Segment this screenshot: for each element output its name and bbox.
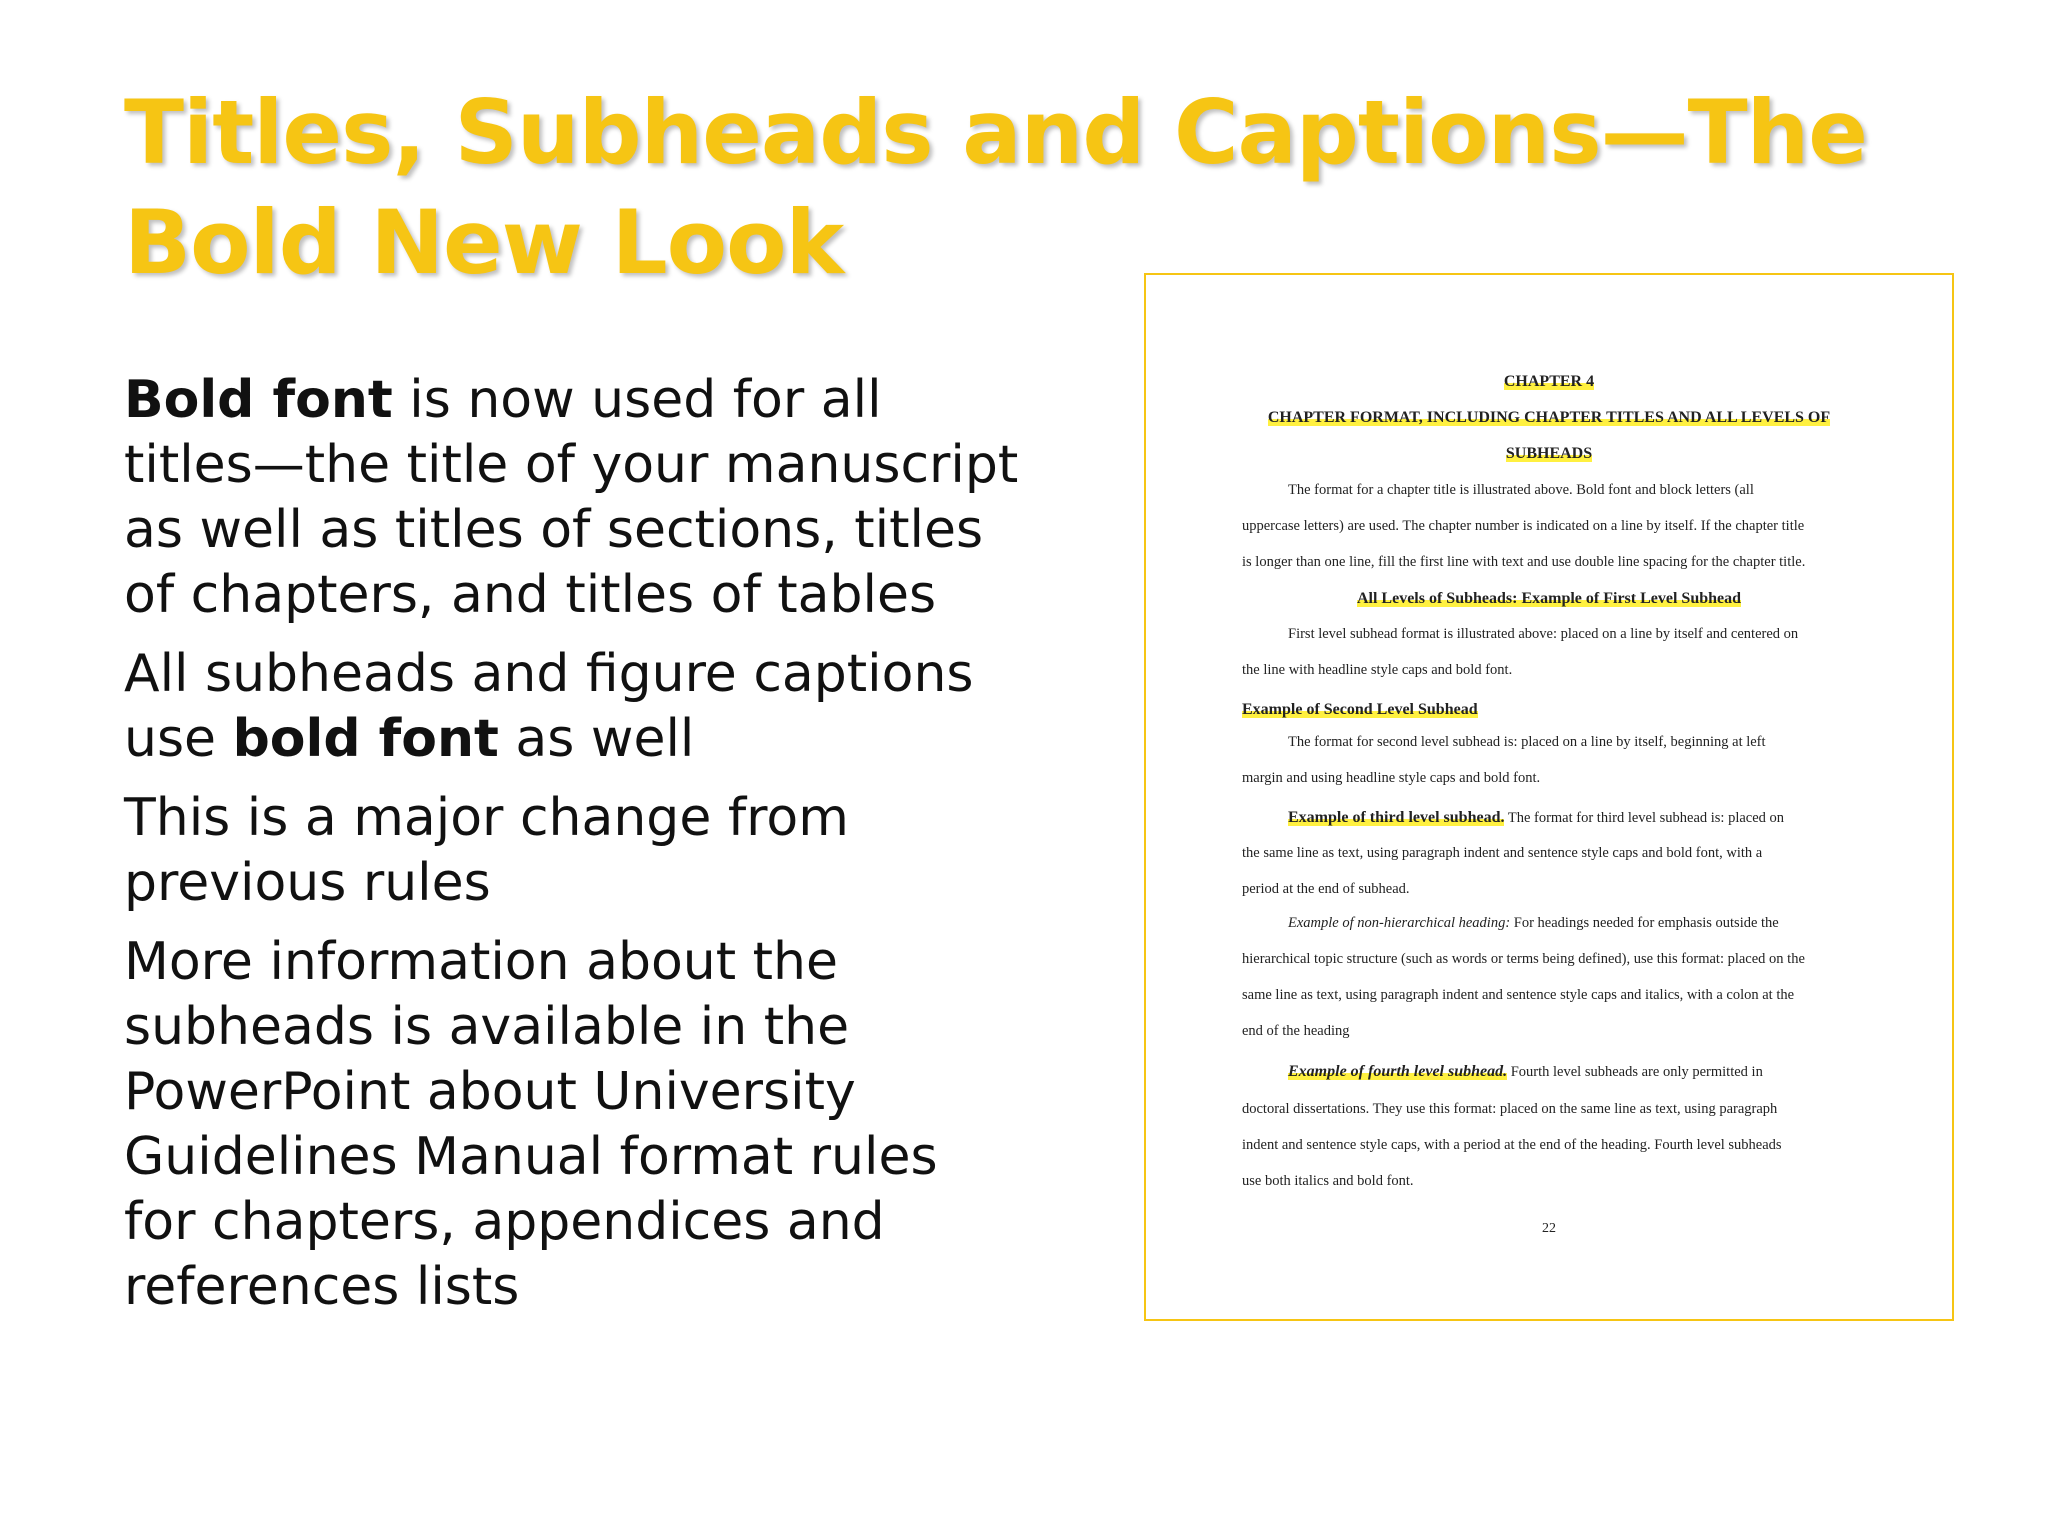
body-line: First level subhead format is illustrated above: placed on a line by itself and centered on	[1288, 626, 1799, 642]
slide-title-line-1: Titles, Subheads and Captions—The	[124, 81, 1867, 184]
chapter-title-line-2: SUBHEADS	[1505, 445, 1593, 462]
body-line: doctoral dissertations. They use this format: placed on the same line as text, using paragraph	[1242, 1101, 1778, 1117]
document-page	[1146, 275, 1952, 1319]
body-line: use both italics and bold font.	[1242, 1173, 1414, 1189]
body-line: uppercase letters) are used. The chapter number is indicated on a line by itself. If the chapter title	[1242, 518, 1805, 534]
fourth-level-line	[1288, 1063, 1763, 1081]
document-sample-image	[1144, 273, 1954, 1321]
body-text: Fourth level subheads are only permitted in	[1507, 1064, 1763, 1080]
bullet-item	[124, 786, 1024, 916]
slide-title	[124, 78, 1867, 298]
third-level-subhead: Example of third level subhead.	[1288, 809, 1505, 826]
first-level-subhead: All Levels of Subheads: Example of First Level Subhead	[1356, 590, 1742, 607]
chapter-title-line-1: CHAPTER FORMAT, INCLUDING CHAPTER TITLES AND ALL LEVELS OF	[1267, 409, 1831, 426]
body-line: The format for second level subhead is: placed on a line by itself, beginning at left	[1288, 734, 1766, 750]
body-line: the same line as text, using paragraph indent and sentence style caps and bold font, with a	[1242, 845, 1763, 861]
bullet-text: as well	[498, 709, 695, 769]
bold-text: Bold font	[124, 370, 393, 430]
bold-text: bold font	[232, 709, 499, 769]
body-line: The format for a chapter title is illustrated above. Bold font and block letters (all	[1288, 482, 1754, 498]
chapter-number: CHAPTER 4	[1503, 373, 1595, 390]
body-text: For headings needed for emphasis outside the	[1510, 915, 1779, 931]
body-line: is longer than one line, fill the first line with text and use double line spacing for the chapter title.	[1242, 554, 1806, 570]
fourth-level-subhead: Example of fourth level subhead.	[1288, 1063, 1508, 1080]
body-line: the line with headline style caps and bold font.	[1242, 662, 1513, 678]
body-line: end of the heading	[1242, 1023, 1350, 1039]
bullet-text: All subheads and figure captions use	[124, 644, 974, 769]
bullet-item	[124, 930, 1024, 1320]
body-line: hierarchical topic structure (such as words or terms being defined), use this format: placed on the	[1242, 951, 1805, 967]
body-text: The format for third level subhead is: placed on	[1504, 810, 1785, 826]
bullet-text: This is a major change from previous rules	[124, 788, 849, 913]
slide-title-line-2: Bold New Look	[124, 191, 844, 294]
bullet-item	[124, 642, 1024, 772]
bullet-text: More information about the subheads is available in the PowerPoint about University Guidelines Manual format rules for chapters, appendices and references lists	[124, 932, 938, 1317]
second-level-subhead: Example of Second Level Subhead	[1242, 701, 1478, 718]
non-hierarchical-line	[1288, 915, 1779, 932]
third-level-line	[1288, 809, 1784, 827]
body-line: same line as text, using paragraph indent and sentence style caps and italics, with a colon at the	[1242, 987, 1795, 1003]
non-hierarchical-heading: Example of non-hierarchical heading:	[1288, 915, 1511, 931]
bullet-item	[124, 368, 1024, 628]
bullet-text: is now used for all titles—the title of your manuscript as well as titles of sections, titles of chapters, and titles of tables	[124, 370, 1019, 625]
body-line: period at the end of subhead.	[1242, 881, 1410, 897]
body-line: indent and sentence style caps, with a period at the end of the heading. Fourth level subheads	[1242, 1137, 1782, 1153]
body-line: margin and using headline style caps and bold font.	[1242, 770, 1541, 786]
page-number: 22	[1542, 1221, 1556, 1236]
bullet-list	[124, 368, 1024, 1334]
